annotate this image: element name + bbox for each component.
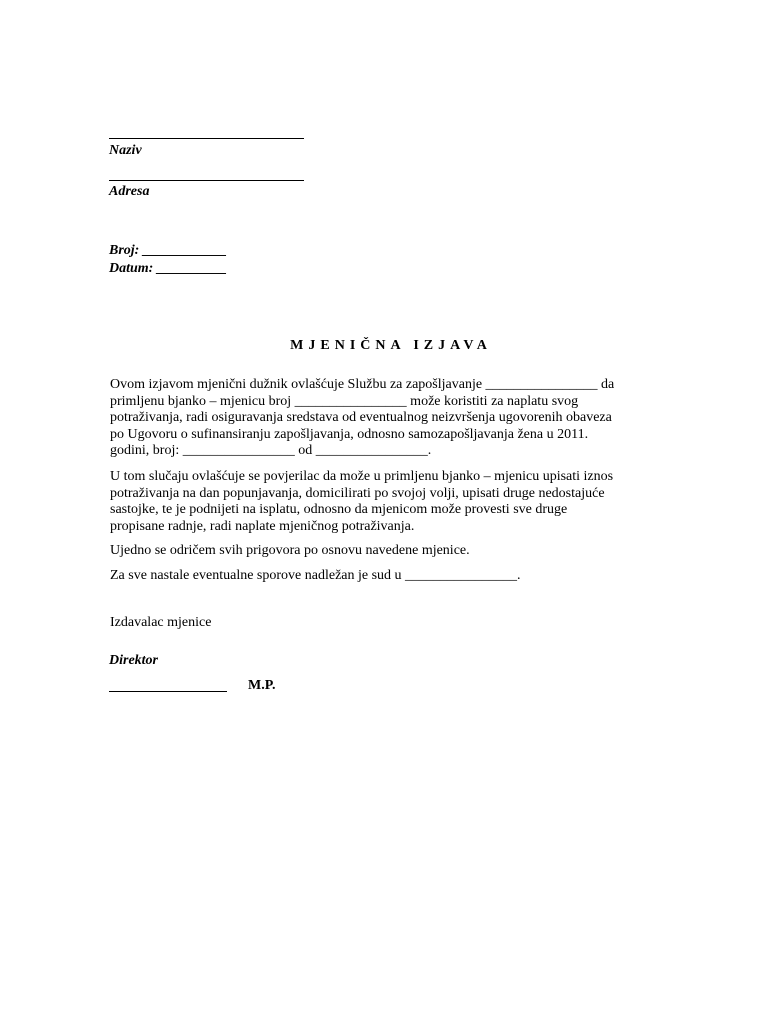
paragraph-line: propisane radnje, radi naplate mjeničnog potraživanja. [110, 518, 415, 534]
date-label: Datum: __________ [109, 261, 227, 276]
issuer-label: Izdavalac mjenice [110, 615, 212, 630]
paragraph-line: primljenu bjanko – mjenicu broj ________________ može koristiti za naplatu svog [110, 393, 579, 409]
paragraph-4 [110, 568, 670, 585]
paragraph-3 [110, 543, 670, 560]
number-label: Broj: ____________ [109, 243, 227, 258]
paragraph-line: Ujedno se odričem svih prigovora po osnovu navedene mjenice. [110, 543, 470, 558]
director-label: Direktor [109, 653, 158, 668]
paragraph-line: potraživanja na dan popunjavanja, domicilirati po svojoj volji, upisati druge nedostajuće [110, 485, 605, 501]
paragraph-line: sastojke, te je podnijeti na isplatu, odnosno da mjenicom može provesti sve druge [110, 502, 568, 517]
name-label: Naziv [109, 143, 142, 158]
paragraph-line: po Ugovoru o sufinansiranju zapošljavanja, odnosno samozapošljavanja žena u 2011. [110, 426, 589, 442]
paragraph-2 [110, 469, 670, 535]
paragraph-line: Za sve nastale eventualne sporove nadležan je sud u ________________. [110, 568, 521, 583]
paragraph-1 [110, 377, 670, 460]
paragraph-line: godini, broj: ________________ od ________________. [110, 443, 432, 458]
stamp-label: M.P. [248, 678, 276, 693]
address-blank-line [109, 180, 304, 181]
name-blank-line [109, 138, 304, 139]
paragraph-line: potraživanja, radi osiguravanja sredstava od eventualnog neizvršenja ugovorenih obaveza [110, 410, 612, 425]
paragraph-line: U tom slučaju ovlašćuje se povjerilac da može u primljenu bjanko – mjenicu upisati iznos [110, 469, 614, 484]
address-label: Adresa [109, 184, 150, 199]
document-title: MJENIČNA IZJAVA [290, 338, 492, 353]
paragraph-line: Ovom izjavom mjenični dužnik ovlašćuje Službu za zapošljavanje ________________ da [110, 377, 615, 392]
signature-line [109, 691, 227, 692]
